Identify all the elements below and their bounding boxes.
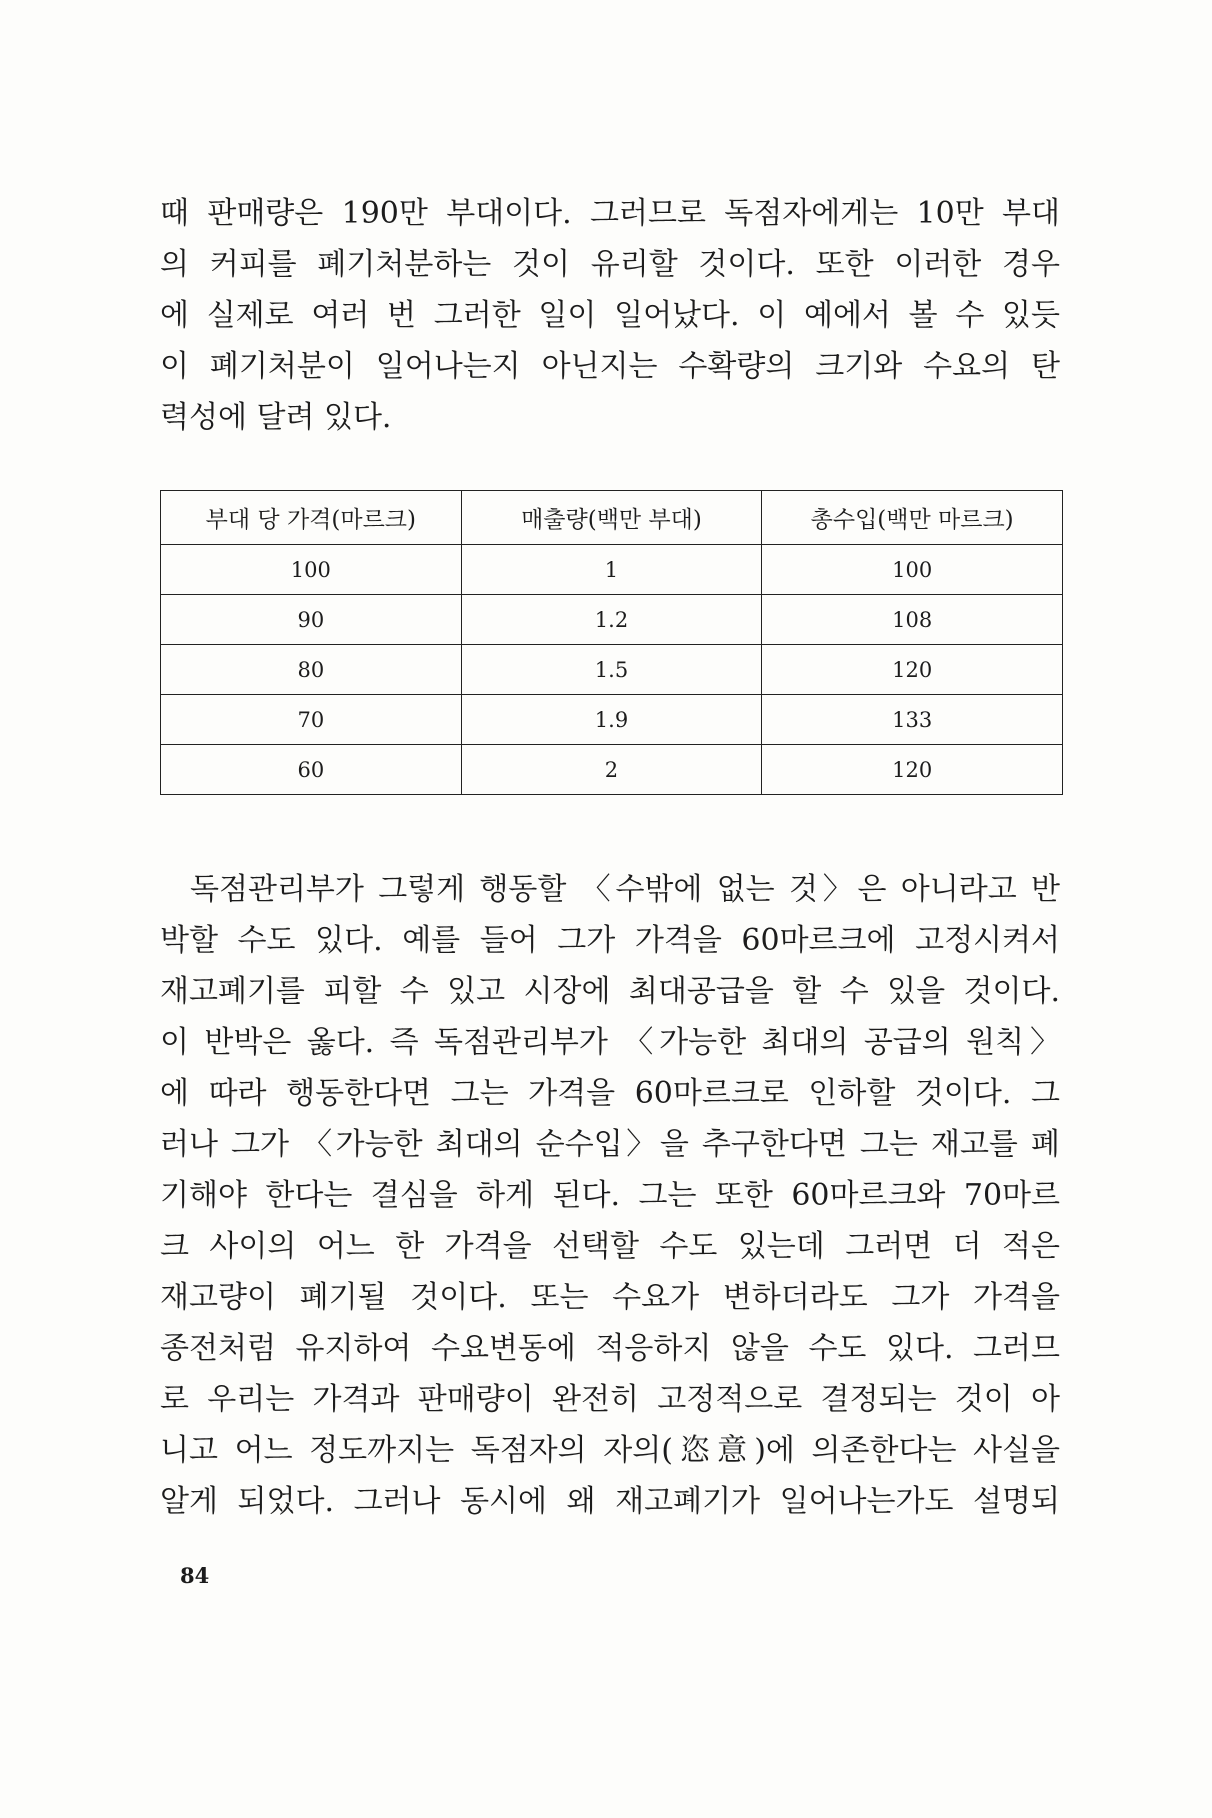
text-line: 박할 수도 있다. 예를 들어 그가 가격을 60마르크에 고정시켜서 (160, 923, 1060, 958)
text-line: 에 실제로 여러 번 그러한 일이 일어났다. 이 예에서 볼 수 있듯 (160, 298, 1060, 333)
table-cell: 1 (461, 545, 762, 595)
price-revenue-table (160, 490, 1063, 795)
paragraph-1 (160, 188, 1060, 443)
text-line: 재고량이 폐기될 것이다. 또는 수요가 변하더라도 그가 가격을 (160, 1280, 1060, 1315)
table-row (161, 595, 1063, 645)
table-cell: 90 (161, 595, 462, 645)
text-line: 독점관리부가 그렇게 행동할 〈수밖에 없는 것〉은 아니라고 반 (190, 872, 1060, 907)
table-cell: 1.9 (461, 695, 762, 745)
text-line: 로 우리는 가격과 판매량이 완전히 고정적으로 결정되는 것이 아 (160, 1382, 1060, 1417)
column-header-revenue: 총수입(백만 마르크) (762, 491, 1063, 545)
text-line: 의 커피를 폐기처분하는 것이 유리할 것이다. 또한 이러한 경우 (160, 247, 1060, 282)
table-cell: 2 (461, 745, 762, 795)
text-line: 니고 어느 정도까지는 독점자의 자의(恣意)에 의존한다는 사실을 (160, 1433, 1060, 1468)
paragraph-2 (160, 864, 1060, 1527)
page-number: 84 (180, 1563, 210, 1588)
text-line: 이 반박은 옳다. 즉 독점관리부가 〈가능한 최대의 공급의 원칙〉 (160, 1025, 1060, 1060)
text-line: 종전처럼 유지하여 수요변동에 적응하지 않을 수도 있다. 그러므 (160, 1331, 1060, 1366)
table-cell: 100 (762, 545, 1063, 595)
table-cell: 133 (762, 695, 1063, 745)
column-header-price: 부대 당 가격(마르크) (161, 491, 462, 545)
table-row (161, 545, 1063, 595)
text-line: 알게 되었다. 그러나 동시에 왜 재고폐기가 일어나는가도 설명되 (160, 1484, 1060, 1519)
text-line: 러나 그가 〈가능한 최대의 순수입〉을 추구한다면 그는 재고를 폐 (160, 1127, 1060, 1162)
text-line: 크 사이의 어느 한 가격을 선택할 수도 있는데 그러면 더 적은 (160, 1229, 1060, 1264)
table-row (161, 695, 1063, 745)
column-header-sales: 매출량(백만 부대) (461, 491, 762, 545)
table-cell: 1.2 (461, 595, 762, 645)
table-cell: 108 (762, 595, 1063, 645)
text-line: 이 폐기처분이 일어나는지 아닌지는 수확량의 크기와 수요의 탄 (160, 349, 1060, 384)
text-line: 기해야 한다는 결심을 하게 된다. 그는 또한 60마르크와 70마르 (160, 1178, 1060, 1213)
table-cell: 1.5 (461, 645, 762, 695)
text-line: 에 따라 행동한다면 그는 가격을 60마르크로 인하할 것이다. 그 (160, 1076, 1060, 1111)
table-cell: 100 (161, 545, 462, 595)
table-cell: 120 (762, 645, 1063, 695)
text-line: 재고폐기를 피할 수 있고 시장에 최대공급을 할 수 있을 것이다. (160, 974, 1060, 1009)
table-row (161, 645, 1063, 695)
table-header-row (161, 491, 1063, 545)
table-cell: 60 (161, 745, 462, 795)
table-cell: 70 (161, 695, 462, 745)
table-row (161, 745, 1063, 795)
text-line: 때 판매량은 190만 부대이다. 그러므로 독점자에게는 10만 부대 (160, 196, 1060, 231)
table-cell: 80 (161, 645, 462, 695)
text-line: 력성에 달려 있다. (160, 400, 392, 435)
table-cell: 120 (762, 745, 1063, 795)
